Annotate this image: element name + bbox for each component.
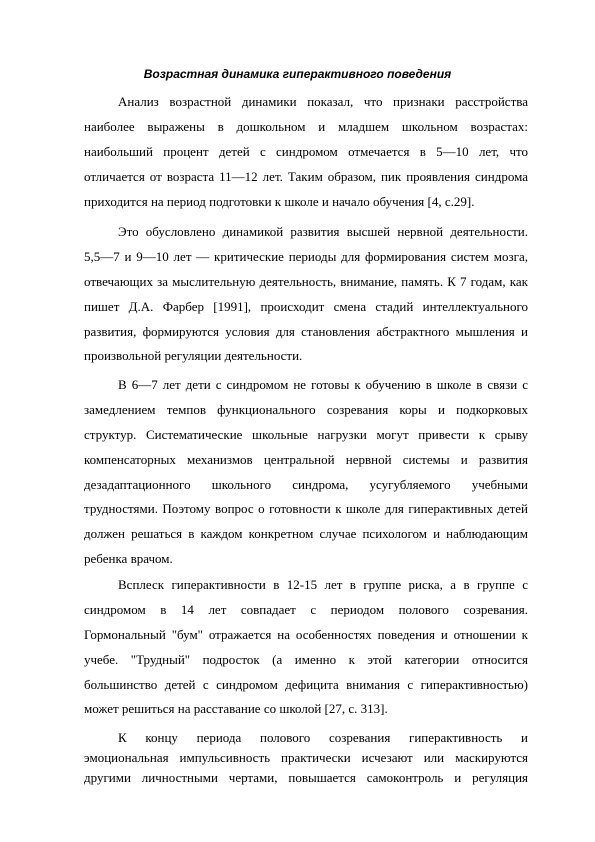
paragraph-age-analysis [84, 90, 528, 214]
text-line: отвечающих за мыслительную деятельность, внимание, память. К 7 годам, как [84, 273, 528, 289]
text-line: Всплеск гиперактивности в 12-15 лет в группе риска, а в группе с [118, 577, 528, 592]
text-line: наиболее выражены в дошкольном и младшем школьном возрастах: [84, 118, 528, 134]
text-line: дезадаптационного школьного синдрома, усугубляемого учебными [84, 476, 528, 492]
text-line: К концу периода полового созревания гиперактивность и [118, 730, 528, 745]
text-line: Гормональный "бум" отражается на особенностях поведения и отношении к [84, 626, 528, 642]
text-line: должен решаться в каждом конкретном случае психологом и наблюдающим [84, 526, 528, 542]
text-line: другими личностными чертами, повышается самоконтроль и регуляция [84, 770, 528, 785]
text-line: ребенка врачом. [84, 551, 173, 567]
paragraph-nervous-activity [84, 220, 528, 369]
text-line: развития, формируются условия для становления абстрактного мышления и [84, 323, 528, 339]
text-line: структур. Систематические школьные нагрузки могут привести к срыву [84, 426, 528, 442]
paragraph-school-readiness [84, 373, 528, 572]
text-line: произвольной регуляции деятельности. [84, 348, 303, 364]
paragraph-end-of-puberty [84, 728, 528, 788]
text-line: наибольший процент детей с синдромом отмечается в 5—10 лет, что [84, 143, 528, 159]
text-line: трудностями. Поэтому вопрос о готовности к школе для гиперактивных детей [84, 501, 528, 517]
text-line: 5,5—7 и 9—10 лет — критические периоды для формирования систем мозга, [84, 248, 528, 264]
text-line: отличается от возраста 11—12 лет. Таким образом, пик проявления синдрома [84, 168, 528, 184]
text-line: может решиться на расставание со школой [27, с. 313]. [84, 701, 388, 717]
text-line: синдромом в 14 лет совпадает с периодом полового созревания. [84, 601, 528, 617]
text-line: учебе. "Трудный" подросток (а именно к этой категории относится [84, 651, 528, 667]
text-line: В 6—7 лет дети с синдромом не готовы к обучению в школе в связи с [118, 377, 528, 392]
text-line: Анализ возрастной динамики показал, что признаки расстройства [118, 94, 528, 109]
page-title: Возрастная динамика гиперактивного поведения [143, 67, 452, 81]
text-line: большинство детей с синдромом дефицита внимания с гиперактивностью) [84, 676, 528, 692]
text-line: эмоциональная импульсивность практически исчезают или маскируются [84, 750, 528, 765]
text-line: Это обусловлено динамикой развития высшей нервной деятельности. [118, 224, 528, 239]
text-line: пишет Д.А. Фарбер [1991], происходит смена стадий интеллектуального [84, 298, 528, 314]
paragraph-puberty [84, 573, 528, 722]
text-line: приходится на период подготовки к школе и начало обучения [4, с.29]. [84, 193, 475, 209]
text-line: замедлением темпов функционального созревания коры и подкорковых [84, 401, 528, 417]
text-line: компенсаторных механизмов центральной нервной системы и развития [84, 451, 528, 467]
